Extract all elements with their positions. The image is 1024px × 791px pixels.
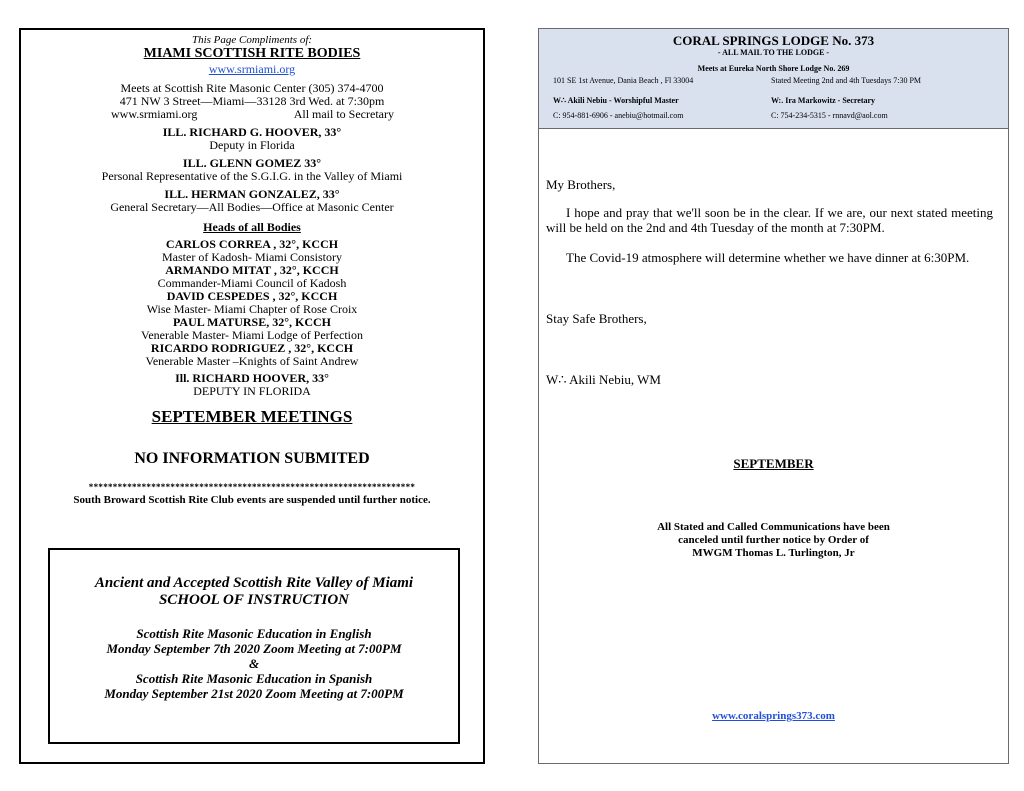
stated-meeting-note: Stated Meeting 2nd and 4th Tuesdays 7:30 PM — [771, 76, 922, 85]
left-page — [19, 28, 485, 764]
head-role: Venerable Master –Knights of Saint Andrew — [145, 354, 359, 368]
school-title-line-2: SCHOOL OF INSTRUCTION — [158, 592, 350, 608]
secretary-contact: C: 754-234-5315 - rnnavd@aol.com — [771, 111, 888, 120]
head-block — [21, 290, 483, 316]
officer-name: ILL. RICHARD G. HOOVER, 33° — [162, 125, 342, 139]
star-divider: ******************************************************************** — [88, 482, 416, 492]
communications-line-2: canceled until further notice by Order of — [678, 534, 869, 546]
letter-paragraph-2: The Covid-19 atmosphere will determine whether we have dinner at 6:30PM. — [566, 250, 970, 265]
no-information-notice: NO INFORMATION SUBMITED — [134, 450, 370, 467]
head-role: Commander-Miami Council of Kadosh — [157, 276, 347, 290]
srmiami-link[interactable]: www.srmiami.org — [208, 62, 296, 76]
officer-role: Deputy in Florida — [209, 138, 295, 152]
org-title: MIAMI SCOTTISH RITE BODIES — [143, 46, 361, 61]
lodge-address: 101 SE 1st Avenue, Dania Beach , Fl 33004 — [553, 76, 694, 85]
head-role: Venerable Master- Miami Lodge of Perfection — [140, 328, 363, 342]
head-name: RICARDO RODRIGUEZ , 32°, KCCH — [150, 341, 354, 355]
website-mail-row — [21, 108, 483, 121]
communications-notice — [539, 521, 1008, 560]
head-role: Wise Master- Miami Chapter of Rose Croix — [146, 302, 358, 316]
mail-to-note: All mail to Secretary — [293, 107, 394, 121]
school-english-title: Scottish Rite Masonic Education in English — [136, 626, 372, 641]
signature: W∴ Akili Nebiu, WM — [546, 372, 661, 387]
school-ampersand: & — [248, 656, 260, 671]
master-contact: C: 954-881-6906 - anebiu@hotmail.com — [553, 111, 684, 120]
school-spanish-title: Scottish Rite Masonic Education in Spanish — [135, 671, 373, 686]
address-row — [539, 76, 1008, 86]
officer-block — [21, 156, 483, 183]
september-meetings-heading: SEPTEMBER MEETINGS — [151, 407, 353, 426]
september-heading-text: SEPTEMBER — [733, 456, 814, 471]
meets-at: Meets at Eureka North Shore Lodge No. 269 — [697, 64, 850, 73]
school-spanish-date: Monday September 21st 2020 Zoom Meeting at 7:00PM — [104, 686, 404, 701]
salutation: My Brothers, — [546, 177, 616, 192]
officer-block — [21, 187, 483, 214]
head-name: CARLOS CORREA , 32°, KCCH — [165, 237, 339, 251]
meets-line-1: Meets at Scottish Rite Masonic Center (305) 374-4700 — [120, 81, 384, 95]
head-role: Master of Kadosh- Miami Consistory — [162, 250, 342, 264]
coralsprings-link[interactable]: www.coralsprings373.com — [712, 710, 835, 722]
closing: Stay Safe Brothers, — [546, 311, 647, 326]
website-plain: www.srmiami.org — [111, 107, 198, 121]
communications-line-1: All Stated and Called Communications have been — [657, 521, 890, 533]
officer-block — [21, 125, 483, 152]
officer-name: ILL. GLENN GOMEZ 33° — [182, 156, 322, 170]
head-name: PAUL MATURSE, 32°, KCCH — [172, 315, 332, 329]
school-of-instruction-box — [48, 548, 460, 744]
head-block — [21, 238, 483, 264]
contacts-row — [539, 111, 1008, 121]
deputy-role: DEPUTY IN FLORIDA — [193, 384, 311, 398]
heads-title: Heads of all Bodies — [203, 220, 301, 234]
officer-name: ILL. HERMAN GONZALEZ, 33° — [164, 187, 340, 201]
lodge-name: CORAL SPRINGS LODGE No. 373 — [672, 33, 875, 48]
suspended-notice: South Broward Scottish Rite Club events are suspended until further notice. — [73, 494, 431, 506]
school-english-date: Monday September 7th 2020 Zoom Meeting at 7:00PM — [106, 641, 402, 656]
officers-row — [539, 96, 1008, 106]
head-block — [21, 264, 483, 290]
right-page — [538, 28, 1009, 764]
secretary-name: W:. Ira Markowitz - Secretary — [771, 96, 876, 105]
school-title-line-1: Ancient and Accepted Scottish Rite Valley of Miami — [94, 575, 414, 591]
master-name: W∴ Akili Nebiu - Worshipful Master — [553, 96, 679, 105]
deputy-name: Ill. RICHARD HOOVER, 33° — [175, 371, 329, 385]
communications-line-3: MWGM Thomas L. Turlington, Jr — [692, 547, 855, 559]
meets-line-2: 471 NW 3 Street—Miami—33128 3rd Wed. at 7:30pm — [119, 94, 385, 108]
compliments-note: This Page Compliments of: — [191, 34, 313, 46]
letter-paragraph-1: I hope and pray that we'll soon be in the clear. If we are, our next stated meeting will be held on the 2nd and 4th Tuesday of the month at 7:30PM. — [546, 205, 993, 235]
head-name: DAVID CESPEDES , 32°, KCCH — [166, 289, 338, 303]
head-block — [21, 316, 483, 342]
head-block — [21, 342, 483, 368]
lodge-header — [539, 29, 1008, 129]
officer-role: General Secretary—All Bodies—Office at Masonic Center — [110, 200, 394, 214]
september-heading — [539, 456, 1008, 472]
head-name: ARMANDO MITAT , 32°, KCCH — [165, 263, 339, 277]
mail-note: - ALL MAIL TO THE LODGE - — [717, 48, 830, 57]
officer-role: Personal Representative of the S.G.I.G. in the Valley of Miami — [101, 169, 403, 183]
